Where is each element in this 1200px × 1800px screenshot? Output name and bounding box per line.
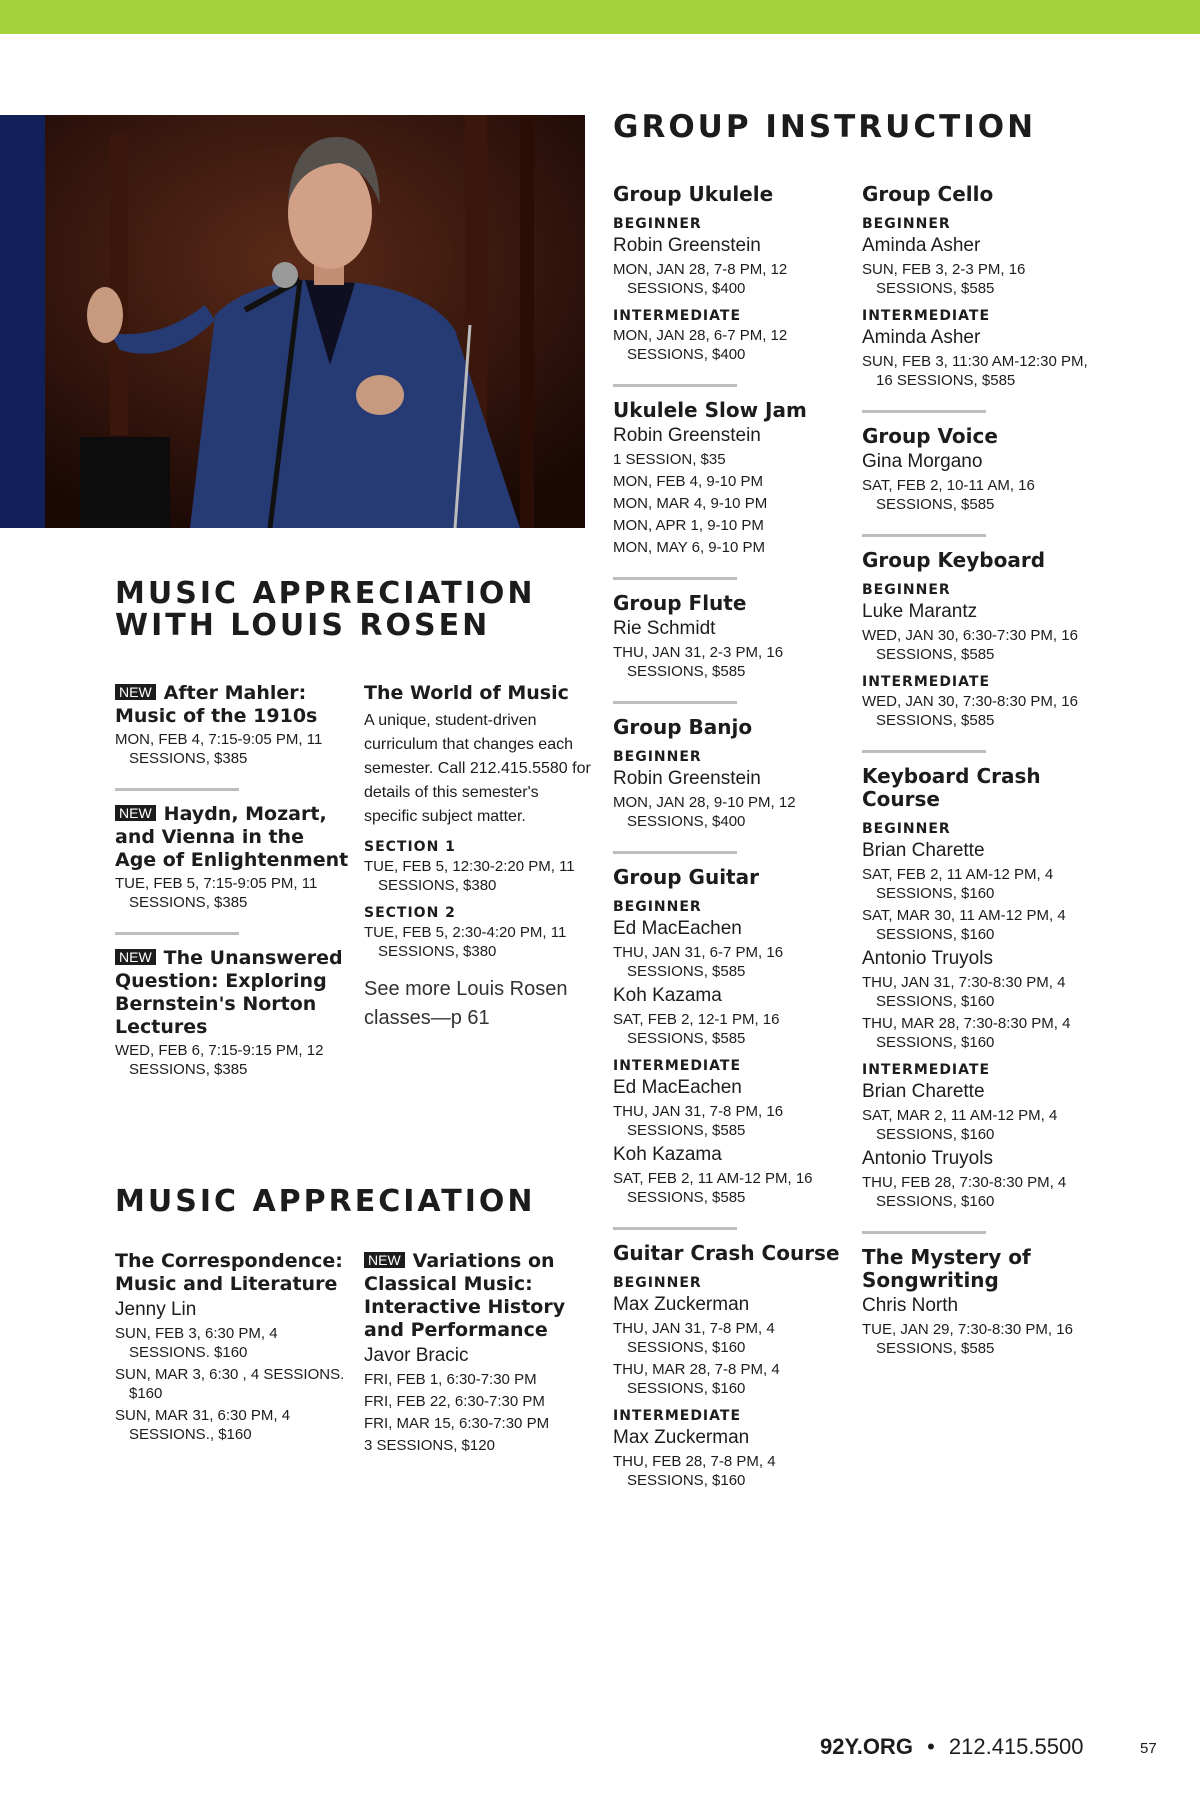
group-cello-course	[862, 183, 1102, 390]
course-title: Variations on Classical Music: Interactive History and Performance	[364, 1250, 566, 1341]
course-title: Ukulele Slow Jam	[613, 398, 807, 422]
course-schedule: THU, JAN 31, 6-7 PM, 16 SESSIONS, $585	[613, 944, 784, 980]
course-title: Haydn, Mozart, and Vienna in the Age of Enlightenment	[115, 803, 349, 871]
instructor-name: Aminda Asher	[862, 327, 981, 348]
course-schedule: THU, JAN 31, 7-8 PM, 4 SESSIONS, $160	[613, 1320, 775, 1356]
course-schedule: SAT, FEB 2, 11 AM-12 PM, 16 SESSIONS, $585	[613, 1170, 813, 1206]
course-title: Group Cello	[862, 182, 994, 206]
divider	[862, 1231, 986, 1234]
course-schedule: MON, MAR 4, 9-10 PM	[613, 495, 768, 512]
course-title: Group Voice	[862, 424, 998, 448]
course-title: Guitar Crash Course	[613, 1241, 840, 1265]
level-label: BEGINNER	[862, 582, 951, 598]
course-schedule: MON, FEB 4, 7:15-9:05 PM, 11 SESSIONS, $385	[115, 731, 323, 767]
instructor-name: Ed MacEachen	[613, 918, 742, 939]
mystery-of-songwriting-course	[862, 1246, 1102, 1358]
course-schedule: THU, MAR 28, 7:30-8:30 PM, 4 SESSIONS, $160	[862, 1015, 1071, 1051]
course-schedule: THU, FEB 28, 7:30-8:30 PM, 4 SESSIONS, $160	[862, 1174, 1067, 1210]
course-schedule: MON, APR 1, 9-10 PM	[613, 517, 764, 534]
level-label: INTERMEDIATE	[613, 308, 742, 324]
divider	[613, 851, 737, 854]
level-label: INTERMEDIATE	[613, 1058, 742, 1074]
course-schedule: THU, FEB 28, 7-8 PM, 4 SESSIONS, $160	[613, 1453, 776, 1489]
ukulele-slow-jam-course	[613, 399, 848, 557]
course-schedule: 1 SESSION, $35	[613, 451, 726, 468]
new-badge: NEW	[115, 949, 156, 965]
footer-bullet: •	[927, 1734, 935, 1759]
course-schedule: WED, JAN 30, 6:30-7:30 PM, 16 SESSIONS, $585	[862, 627, 1078, 663]
course-title: Group Guitar	[613, 865, 759, 889]
divider	[613, 577, 737, 580]
group-guitar-course	[613, 866, 848, 1207]
instructor-name: Brian Charette	[862, 840, 985, 861]
level-label: INTERMEDIATE	[862, 308, 991, 324]
divider	[862, 534, 986, 537]
course-schedule: FRI, FEB 22, 6:30-7:30 PM	[364, 1393, 545, 1410]
course-schedule: THU, MAR 28, 7-8 PM, 4 SESSIONS, $160	[613, 1361, 780, 1397]
instructor-name: Jenny Lin	[115, 1299, 197, 1320]
haydn-course	[115, 803, 350, 912]
level-label: INTERMEDIATE	[862, 674, 991, 690]
group-instruction-left-column	[613, 183, 848, 1493]
unanswered-question-course	[115, 947, 350, 1079]
course-schedule: SUN, MAR 31, 6:30 PM, 4 SESSIONS., $160	[115, 1407, 291, 1443]
course-schedule: MON, JAN 28, 7-8 PM, 12 SESSIONS, $400	[613, 261, 788, 297]
course-title: Keyboard Crash Course	[862, 764, 1041, 811]
page-footer	[820, 1734, 1083, 1760]
group-instruction-section-title: GROUP INSTRUCTION	[613, 109, 1037, 145]
louis-rosen-left-column	[115, 682, 350, 1082]
course-schedule: SUN, FEB 3, 11:30 AM-12:30 PM, 16 SESSIONS, $585	[862, 353, 1088, 389]
course-schedule: MON, JAN 28, 6-7 PM, 12 SESSIONS, $400	[613, 327, 788, 363]
course-schedule: FRI, MAR 15, 6:30-7:30 PM	[364, 1415, 550, 1432]
instructor-name: Koh Kazama	[613, 985, 722, 1006]
footer-website-link[interactable]: 92Y.ORG	[820, 1734, 913, 1759]
section-label: SECTION 1	[364, 839, 456, 855]
instructor-name: Max Zuckerman	[613, 1294, 750, 1315]
course-title: The Mystery of Songwriting	[862, 1245, 1031, 1292]
variations-course	[364, 1250, 594, 1455]
instructor-name: Javor Bracic	[364, 1345, 469, 1366]
instructor-name: Brian Charette	[862, 1081, 985, 1102]
music-appreciation-section-title: MUSIC APPRECIATION	[115, 1184, 536, 1219]
course-schedule: 3 SESSIONS, $120	[364, 1437, 495, 1454]
section-label: SECTION 2	[364, 905, 456, 921]
course-title: Group Ukulele	[613, 182, 774, 206]
course-schedule: THU, JAN 31, 7:30-8:30 PM, 4 SESSIONS, $160	[862, 974, 1066, 1010]
instructor-name: Antonio Truyols	[862, 948, 993, 969]
course-schedule: SAT, MAR 30, 11 AM-12 PM, 4 SESSIONS, $160	[862, 907, 1066, 943]
keyboard-crash-course	[862, 765, 1102, 1211]
course-description: A unique, student-driven curriculum that changes each semester. Call 212.415.5580 for details of this semester's specific subject matter.	[364, 712, 591, 825]
course-title: Group Keyboard	[862, 548, 1046, 572]
divider	[613, 701, 737, 704]
level-label: BEGINNER	[862, 216, 951, 232]
course-schedule: TUE, FEB 5, 12:30-2:20 PM, 11 SESSIONS, $380	[364, 858, 575, 894]
instructor-name: Robin Greenstein	[613, 768, 761, 789]
course-schedule: SUN, FEB 3, 6:30 PM, 4 SESSIONS. $160	[115, 1325, 278, 1361]
instructor-name: Luke Marantz	[862, 601, 978, 622]
correspondence-course	[115, 1250, 350, 1444]
instructor-name: Max Zuckerman	[613, 1427, 750, 1448]
course-schedule: TUE, FEB 5, 2:30-4:20 PM, 11 SESSIONS, $380	[364, 924, 567, 960]
divider	[613, 384, 737, 387]
divider	[115, 788, 239, 791]
instructor-name: Robin Greenstein	[613, 235, 761, 256]
course-schedule: FRI, FEB 1, 6:30-7:30 PM	[364, 1371, 537, 1388]
footer-phone: 212.415.5500	[948, 1734, 1084, 1759]
level-label: BEGINNER	[862, 821, 951, 837]
page-number: 57	[1140, 1740, 1157, 1757]
level-label: INTERMEDIATE	[862, 1062, 991, 1078]
level-label: BEGINNER	[613, 899, 702, 915]
instructor-name: Rie Schmidt	[613, 618, 716, 639]
group-flute-course	[613, 592, 848, 681]
see-more-link[interactable]: See more Louis Rosen classes—p 61	[364, 978, 568, 1029]
level-label: BEGINNER	[613, 749, 702, 765]
course-schedule: SUN, FEB 3, 2-3 PM, 16 SESSIONS, $585	[862, 261, 1026, 297]
divider	[862, 410, 986, 413]
course-schedule: SAT, FEB 2, 11 AM-12 PM, 4 SESSIONS, $160	[862, 866, 1054, 902]
level-label: BEGINNER	[613, 216, 702, 232]
new-badge: NEW	[364, 1252, 405, 1268]
course-title: After Mahler: Music of the 1910s	[115, 682, 318, 727]
instructor-name: Ed MacEachen	[613, 1077, 742, 1098]
divider	[115, 932, 239, 935]
course-schedule: MON, MAY 6, 9-10 PM	[613, 539, 765, 556]
instructor-name: Chris North	[862, 1295, 959, 1316]
top-color-bar	[0, 0, 1200, 34]
course-schedule: SAT, FEB 2, 10-11 AM, 16 SESSIONS, $585	[862, 477, 1035, 513]
course-schedule: THU, JAN 31, 7-8 PM, 16 SESSIONS, $585	[613, 1103, 784, 1139]
new-badge: NEW	[115, 684, 156, 700]
course-schedule: SAT, MAR 2, 11 AM-12 PM, 4 SESSIONS, $160	[862, 1107, 1058, 1143]
instructor-name: Robin Greenstein	[613, 425, 761, 446]
music-appreciation-left-column	[115, 1250, 350, 1447]
course-title: Group Banjo	[613, 715, 753, 739]
new-badge: NEW	[115, 805, 156, 821]
course-schedule: MON, FEB 4, 9-10 PM	[613, 473, 764, 490]
level-label: BEGINNER	[613, 1275, 702, 1291]
course-schedule: TUE, JAN 29, 7:30-8:30 PM, 16 SESSIONS, $585	[862, 1321, 1073, 1357]
divider	[613, 1227, 737, 1230]
instructor-name: Koh Kazama	[613, 1144, 722, 1165]
group-instruction-right-column	[862, 183, 1102, 1361]
group-banjo-course	[613, 716, 848, 831]
louis-rosen-right-column	[364, 682, 594, 1033]
course-schedule: THU, JAN 31, 2-3 PM, 16 SESSIONS, $585	[613, 644, 784, 680]
instructor-name: Gina Morgano	[862, 451, 983, 472]
course-title: The World of Music	[364, 682, 569, 704]
group-voice-course	[862, 425, 1102, 514]
instructor-name: Antonio Truyols	[862, 1148, 993, 1169]
divider	[862, 750, 986, 753]
course-schedule: SAT, FEB 2, 12-1 PM, 16 SESSIONS, $585	[613, 1011, 780, 1047]
music-appreciation-right-column	[364, 1250, 594, 1458]
world-of-music-course	[364, 682, 594, 1033]
course-schedule: WED, FEB 6, 7:15-9:15 PM, 12 SESSIONS, $385	[115, 1042, 324, 1078]
group-keyboard-course	[862, 549, 1102, 730]
level-label: INTERMEDIATE	[613, 1408, 742, 1424]
instructor-name: Aminda Asher	[862, 235, 981, 256]
course-schedule: MON, JAN 28, 9-10 PM, 12 SESSIONS, $400	[613, 794, 796, 830]
louis-rosen-section-title: MUSIC APPRECIATION WITH LOUIS ROSEN	[115, 576, 536, 643]
course-title: The Correspondence: Music and Literature	[115, 1250, 343, 1295]
course-schedule: WED, JAN 30, 7:30-8:30 PM, 16 SESSIONS, $585	[862, 693, 1078, 729]
course-schedule: SUN, MAR 3, 6:30 , 4 SESSIONS. $160	[115, 1366, 345, 1402]
course-schedule: TUE, FEB 5, 7:15-9:05 PM, 11 SESSIONS, $385	[115, 875, 318, 911]
course-title: Group Flute	[613, 591, 747, 615]
course-title: The Unanswered Question: Exploring Bernstein's Norton Lectures	[115, 947, 343, 1038]
group-ukulele-course	[613, 183, 848, 364]
guitar-crash-course	[613, 1242, 848, 1490]
after-mahler-course	[115, 682, 350, 768]
instructor-photo	[0, 115, 585, 528]
